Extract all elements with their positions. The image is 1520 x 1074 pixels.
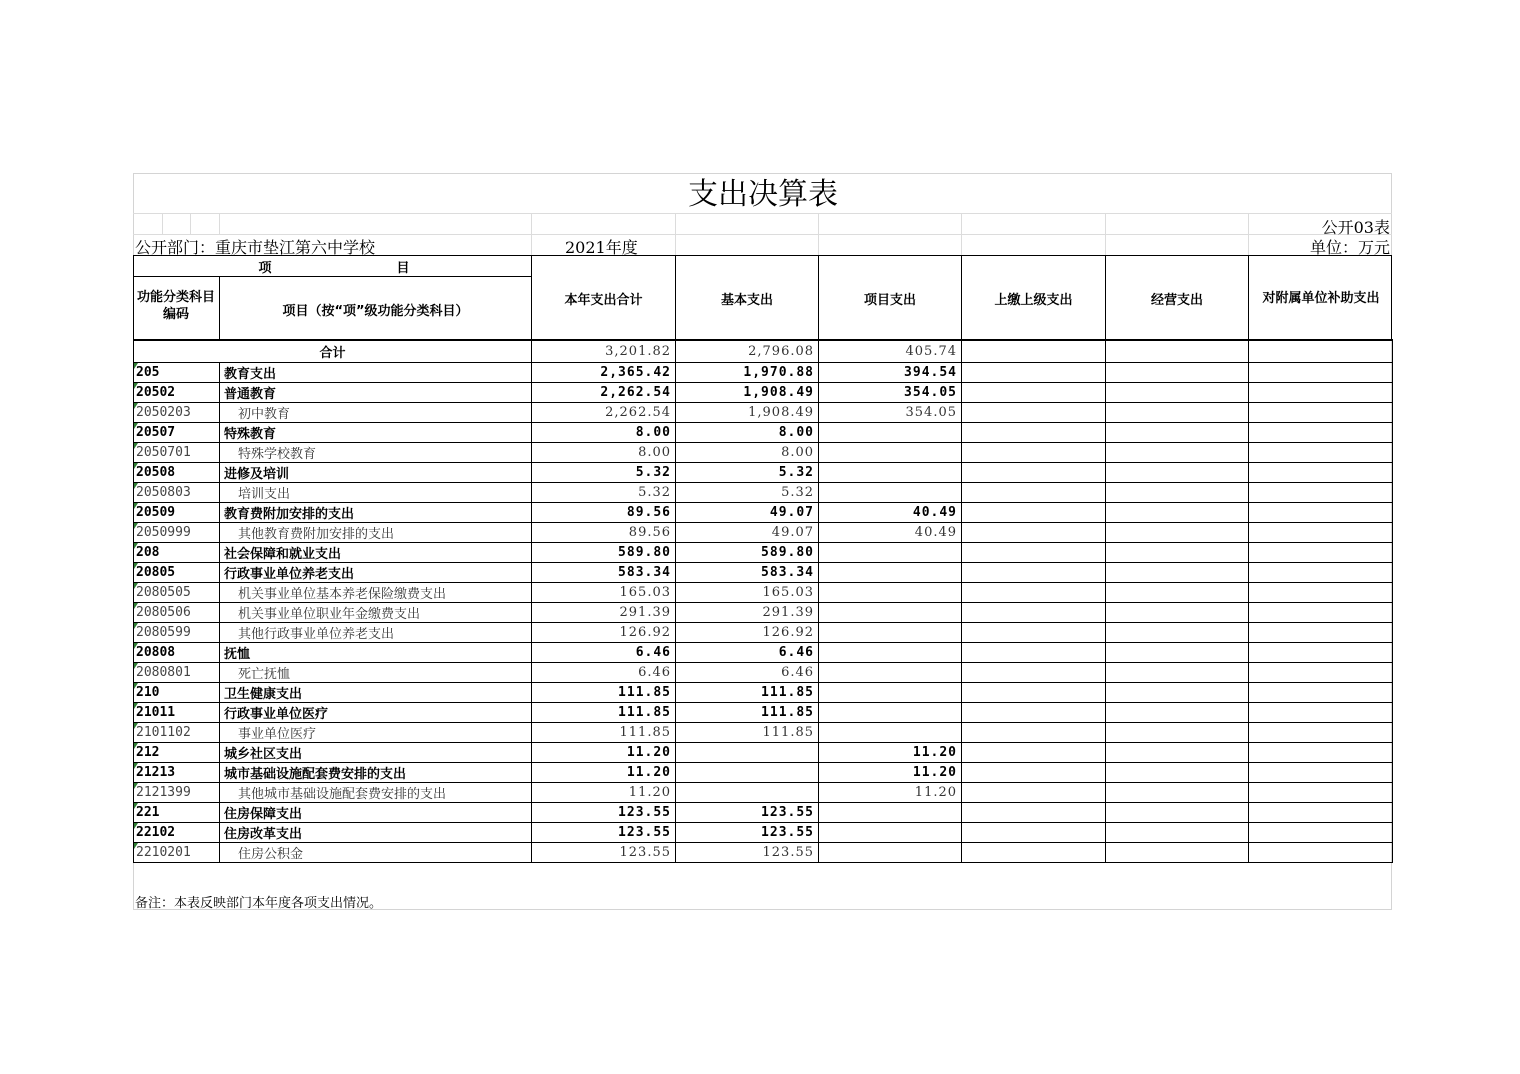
row-business <box>1106 462 1249 482</box>
row-subsidy <box>1249 742 1393 762</box>
row-project <box>819 842 962 862</box>
row-project <box>819 582 962 602</box>
cell-marker-icon <box>134 543 138 549</box>
row-total: 89.56 <box>532 502 676 522</box>
total-amount: 3,201.82 <box>532 340 676 362</box>
row-subsidy <box>1249 642 1393 662</box>
row-upper <box>962 722 1106 742</box>
grid-line <box>1105 213 1106 255</box>
row-name: 培训支出 <box>220 482 532 502</box>
row-basic: 111.85 <box>676 722 819 742</box>
row-project <box>819 662 962 682</box>
row-name: 特殊教育 <box>220 422 532 442</box>
row-basic: 1,970.88 <box>676 362 819 382</box>
header-business: 经营支出 <box>1150 292 1203 308</box>
row-name: 普通教育 <box>220 382 532 402</box>
row-subsidy <box>1249 582 1393 602</box>
row-upper <box>962 842 1106 862</box>
cell-marker-icon <box>134 723 138 729</box>
row-code: 2101102 <box>134 722 220 742</box>
row-code: 2210201 <box>134 842 220 862</box>
row-name: 教育支出 <box>220 362 532 382</box>
row-project <box>819 602 962 622</box>
total-row <box>134 340 1393 362</box>
row-name: 其他行政事业单位养老支出 <box>220 622 532 642</box>
row-business <box>1106 842 1249 862</box>
row-name: 城市基础设施配套费安排的支出 <box>220 762 532 782</box>
table-number: 公开03表 <box>1321 218 1390 237</box>
row-upper <box>962 362 1106 382</box>
row-upper <box>962 522 1106 542</box>
total-upper <box>962 340 1106 362</box>
row-total: 11.20 <box>532 742 676 762</box>
row-basic: 8.00 <box>676 422 819 442</box>
row-total: 123.55 <box>532 802 676 822</box>
row-project <box>819 542 962 562</box>
cell-marker-icon <box>134 403 138 409</box>
table-row <box>134 542 1393 562</box>
row-basic: 126.92 <box>676 622 819 642</box>
row-subsidy <box>1249 602 1393 622</box>
page-title: 支出决算表 <box>688 177 838 212</box>
row-business <box>1106 602 1249 622</box>
header-item-name: 项目（按“项”级功能分类科目） <box>282 303 469 319</box>
row-basic: 1,908.49 <box>676 402 819 422</box>
row-total: 5.32 <box>532 462 676 482</box>
row-basic: 49.07 <box>676 502 819 522</box>
row-basic: 165.03 <box>676 582 819 602</box>
table-row <box>134 662 1393 682</box>
table-row <box>134 642 1393 662</box>
row-basic: 123.55 <box>676 802 819 822</box>
row-basic: 589.80 <box>676 542 819 562</box>
total-basic: 2,796.08 <box>676 340 819 362</box>
row-upper <box>962 662 1106 682</box>
table-row <box>134 362 1393 382</box>
cell-marker-icon <box>134 463 138 469</box>
row-business <box>1106 382 1249 402</box>
table-row <box>134 722 1393 742</box>
row-subsidy <box>1249 802 1393 822</box>
row-basic: 111.85 <box>676 682 819 702</box>
table-row <box>134 442 1393 462</box>
cell-marker-icon <box>134 643 138 649</box>
row-subsidy <box>1249 362 1393 382</box>
cell-marker-icon <box>134 683 138 689</box>
row-project <box>819 562 962 582</box>
table-row <box>134 782 1393 802</box>
row-total: 126.92 <box>532 622 676 642</box>
row-name: 住房改革支出 <box>220 822 532 842</box>
row-upper <box>962 462 1106 482</box>
row-code: 2080801 <box>134 662 220 682</box>
row-code: 21011 <box>134 702 220 722</box>
row-total: 11.20 <box>532 762 676 782</box>
row-basic <box>676 782 819 802</box>
cell-marker-icon <box>134 383 138 389</box>
header-mu: 目 <box>396 260 410 276</box>
row-upper <box>962 622 1106 642</box>
header-code: 功能分类科目编码 <box>137 290 216 322</box>
row-code: 2050803 <box>134 482 220 502</box>
row-project: 11.20 <box>819 742 962 762</box>
row-total: 8.00 <box>532 442 676 462</box>
row-name: 抚恤 <box>220 642 532 662</box>
table-row <box>134 602 1393 622</box>
total-label: 合计 <box>134 340 532 362</box>
row-subsidy <box>1249 442 1393 462</box>
row-basic: 5.32 <box>676 482 819 502</box>
row-name: 初中教育 <box>220 402 532 422</box>
row-project: 354.05 <box>819 402 962 422</box>
row-code: 212 <box>134 742 220 762</box>
row-upper <box>962 682 1106 702</box>
row-subsidy <box>1249 422 1393 442</box>
table-row <box>134 382 1393 402</box>
row-project: 394.54 <box>819 362 962 382</box>
row-project <box>819 702 962 722</box>
row-code: 210 <box>134 682 220 702</box>
row-upper <box>962 442 1106 462</box>
header-project: 项目支出 <box>863 292 916 308</box>
table-row <box>134 702 1393 722</box>
row-business <box>1106 362 1249 382</box>
row-total: 291.39 <box>532 602 676 622</box>
fiscal-year: 2021年度 <box>565 238 638 257</box>
row-business <box>1106 442 1249 462</box>
row-total: 165.03 <box>532 582 676 602</box>
row-subsidy <box>1249 502 1393 522</box>
row-project <box>819 802 962 822</box>
row-code: 2121399 <box>134 782 220 802</box>
row-subsidy <box>1249 522 1393 542</box>
row-basic: 111.85 <box>676 702 819 722</box>
row-code: 2050203 <box>134 402 220 422</box>
table-row <box>134 762 1393 782</box>
row-basic <box>676 742 819 762</box>
cell-marker-icon <box>134 703 138 709</box>
row-project: 11.20 <box>819 782 962 802</box>
table-row <box>134 502 1393 522</box>
row-code: 208 <box>134 542 220 562</box>
row-name: 死亡抚恤 <box>220 662 532 682</box>
row-code: 205 <box>134 362 220 382</box>
row-upper <box>962 582 1106 602</box>
row-subsidy <box>1249 662 1393 682</box>
cell-marker-icon <box>134 823 138 829</box>
row-business <box>1106 622 1249 642</box>
table-row <box>134 482 1393 502</box>
cell-marker-icon <box>134 843 138 849</box>
cell-marker-icon <box>134 803 138 809</box>
cell-marker-icon <box>134 763 138 769</box>
row-code: 2080506 <box>134 602 220 622</box>
row-business <box>1106 662 1249 682</box>
row-subsidy <box>1249 562 1393 582</box>
grid-line <box>675 213 676 255</box>
expenditure-table <box>133 339 1393 863</box>
row-subsidy <box>1249 402 1393 422</box>
grid-line <box>531 213 532 255</box>
row-business <box>1106 722 1249 742</box>
row-basic: 123.55 <box>676 822 819 842</box>
table-row <box>134 522 1393 542</box>
total-subsidy <box>1249 340 1393 362</box>
row-name: 进修及培训 <box>220 462 532 482</box>
row-business <box>1106 742 1249 762</box>
grid-line <box>1248 213 1249 255</box>
row-project <box>819 622 962 642</box>
row-total: 111.85 <box>532 722 676 742</box>
cell-marker-icon <box>134 443 138 449</box>
row-basic: 49.07 <box>676 522 819 542</box>
row-upper <box>962 382 1106 402</box>
row-code: 2050701 <box>134 442 220 462</box>
row-name: 教育费附加安排的支出 <box>220 502 532 522</box>
table-row <box>134 822 1393 842</box>
row-code: 2080599 <box>134 622 220 642</box>
row-code: 20507 <box>134 422 220 442</box>
row-subsidy <box>1249 682 1393 702</box>
table-row <box>134 562 1393 582</box>
cell-marker-icon <box>134 423 138 429</box>
row-project <box>819 482 962 502</box>
row-upper <box>962 482 1106 502</box>
row-total: 123.55 <box>532 842 676 862</box>
row-subsidy <box>1249 722 1393 742</box>
grid-line <box>162 213 163 234</box>
unit-label: 单位：万元 <box>1309 238 1390 257</box>
row-upper <box>962 602 1106 622</box>
row-total: 6.46 <box>532 662 676 682</box>
header-basic: 基本支出 <box>720 292 773 308</box>
row-code: 21213 <box>134 762 220 782</box>
row-project <box>819 822 962 842</box>
cell-marker-icon <box>134 623 138 629</box>
row-name: 机关事业单位职业年金缴费支出 <box>220 602 532 622</box>
cell-marker-icon <box>134 663 138 669</box>
row-project: 40.49 <box>819 502 962 522</box>
row-project: 354.05 <box>819 382 962 402</box>
header-xiang: 项 <box>258 260 272 276</box>
row-total: 5.32 <box>532 482 676 502</box>
row-upper <box>962 742 1106 762</box>
table-row <box>134 402 1393 422</box>
cell-marker-icon <box>134 483 138 489</box>
footnote: 备注：本表反映部门本年度各项支出情况。 <box>135 896 383 911</box>
row-name: 行政事业单位养老支出 <box>220 562 532 582</box>
row-code: 22102 <box>134 822 220 842</box>
row-business <box>1106 802 1249 822</box>
row-name: 行政事业单位医疗 <box>220 702 532 722</box>
row-code: 221 <box>134 802 220 822</box>
cell-marker-icon <box>134 363 138 369</box>
row-upper <box>962 542 1106 562</box>
header-subsidy: 对附属单位补助支出 <box>1262 290 1380 306</box>
row-business <box>1106 682 1249 702</box>
row-subsidy <box>1249 542 1393 562</box>
department-label: 公开部门：重庆市垫江第六中学校 <box>135 238 376 257</box>
row-business <box>1106 582 1249 602</box>
row-upper <box>962 802 1106 822</box>
cell-marker-icon <box>134 743 138 749</box>
row-subsidy <box>1249 842 1393 862</box>
row-name: 机关事业单位基本养老保险缴费支出 <box>220 582 532 602</box>
table-row <box>134 802 1393 822</box>
expenditure-sheet <box>133 173 1393 911</box>
row-code: 20502 <box>134 382 220 402</box>
row-business <box>1106 782 1249 802</box>
row-subsidy <box>1249 382 1393 402</box>
table-row <box>134 682 1393 702</box>
table-row <box>134 842 1393 862</box>
table-row <box>134 622 1393 642</box>
row-project <box>819 682 962 702</box>
row-basic: 291.39 <box>676 602 819 622</box>
row-total: 2,262.54 <box>532 382 676 402</box>
row-total: 111.85 <box>532 682 676 702</box>
row-total: 11.20 <box>532 782 676 802</box>
row-business <box>1106 542 1249 562</box>
row-project <box>819 442 962 462</box>
row-total: 8.00 <box>532 422 676 442</box>
row-business <box>1106 502 1249 522</box>
row-name: 住房公积金 <box>220 842 532 862</box>
row-name: 其他城市基础设施配套费安排的支出 <box>220 782 532 802</box>
row-name: 事业单位医疗 <box>220 722 532 742</box>
row-total: 6.46 <box>532 642 676 662</box>
row-basic: 6.46 <box>676 662 819 682</box>
row-subsidy <box>1249 482 1393 502</box>
row-total: 2,262.54 <box>532 402 676 422</box>
row-name: 特殊学校教育 <box>220 442 532 462</box>
row-subsidy <box>1249 822 1393 842</box>
row-project: 11.20 <box>819 762 962 782</box>
row-project <box>819 642 962 662</box>
cell-marker-icon <box>134 563 138 569</box>
row-total: 111.85 <box>532 702 676 722</box>
row-total: 2,365.42 <box>532 362 676 382</box>
row-business <box>1106 562 1249 582</box>
row-business <box>1106 422 1249 442</box>
row-project <box>819 722 962 742</box>
row-subsidy <box>1249 462 1393 482</box>
row-basic <box>676 762 819 782</box>
row-name: 城乡社区支出 <box>220 742 532 762</box>
row-code: 20808 <box>134 642 220 662</box>
row-project: 40.49 <box>819 522 962 542</box>
grid-line <box>219 213 220 234</box>
row-upper <box>962 762 1106 782</box>
row-upper <box>962 702 1106 722</box>
table-row <box>134 422 1393 442</box>
total-business <box>1106 340 1249 362</box>
row-total: 589.80 <box>532 542 676 562</box>
row-project <box>819 422 962 442</box>
row-business <box>1106 702 1249 722</box>
row-upper <box>962 782 1106 802</box>
table-row <box>134 462 1393 482</box>
row-name: 社会保障和就业支出 <box>220 542 532 562</box>
grid-line <box>190 213 191 234</box>
row-code: 2050999 <box>134 522 220 542</box>
row-basic: 8.00 <box>676 442 819 462</box>
row-total: 123.55 <box>532 822 676 842</box>
header-total: 本年支出合计 <box>564 292 643 308</box>
row-upper <box>962 642 1106 662</box>
cell-marker-icon <box>134 603 138 609</box>
row-name: 住房保障支出 <box>220 802 532 822</box>
row-upper <box>962 822 1106 842</box>
row-business <box>1106 642 1249 662</box>
row-name: 卫生健康支出 <box>220 682 532 702</box>
row-business <box>1106 822 1249 842</box>
row-code: 2080505 <box>134 582 220 602</box>
row-subsidy <box>1249 782 1393 802</box>
row-upper <box>962 402 1106 422</box>
table-row <box>134 742 1393 762</box>
row-project <box>819 462 962 482</box>
row-subsidy <box>1249 762 1393 782</box>
row-basic: 6.46 <box>676 642 819 662</box>
row-upper <box>962 562 1106 582</box>
table-row <box>134 582 1393 602</box>
row-code: 20805 <box>134 562 220 582</box>
row-business <box>1106 522 1249 542</box>
cell-marker-icon <box>134 583 138 589</box>
total-project: 405.74 <box>819 340 962 362</box>
row-code: 20508 <box>134 462 220 482</box>
header-upper: 上缴上级支出 <box>994 292 1073 308</box>
cell-marker-icon <box>134 503 138 509</box>
row-upper <box>962 502 1106 522</box>
cell-marker-icon <box>134 783 138 789</box>
row-basic: 5.32 <box>676 462 819 482</box>
row-business <box>1106 762 1249 782</box>
row-business <box>1106 482 1249 502</box>
row-total: 89.56 <box>532 522 676 542</box>
row-basic: 583.34 <box>676 562 819 582</box>
row-name: 其他教育费附加安排的支出 <box>220 522 532 542</box>
cell-marker-icon <box>134 523 138 529</box>
row-upper <box>962 422 1106 442</box>
row-basic: 123.55 <box>676 842 819 862</box>
grid-line <box>961 213 962 255</box>
row-subsidy <box>1249 622 1393 642</box>
grid-line <box>818 213 819 255</box>
row-code: 20509 <box>134 502 220 522</box>
row-total: 583.34 <box>532 562 676 582</box>
row-subsidy <box>1249 702 1393 722</box>
row-basic: 1,908.49 <box>676 382 819 402</box>
row-business <box>1106 402 1249 422</box>
header-divider <box>1248 255 1249 341</box>
